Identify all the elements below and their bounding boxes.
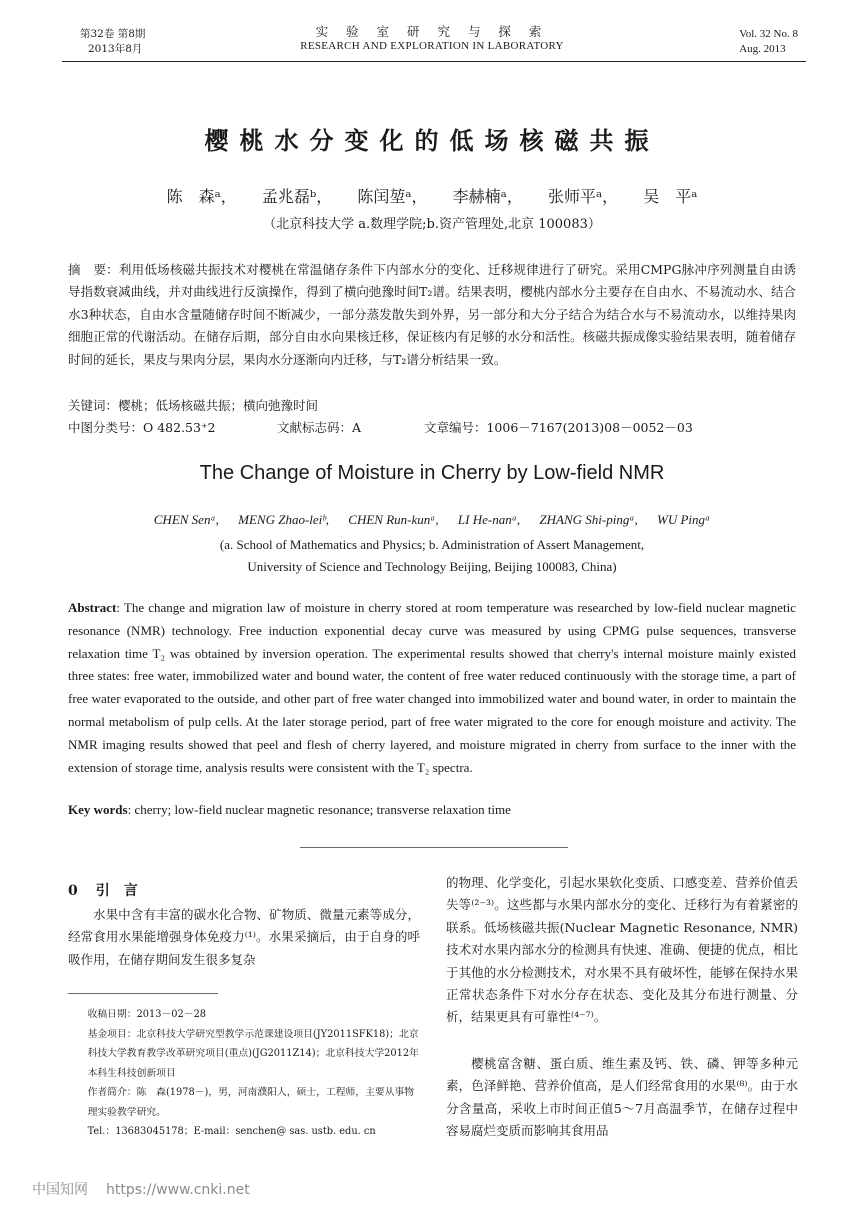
abstract-label: Abstract [68,600,117,615]
clc-number: 中图分类号：O 482.53⁺2 [68,420,216,435]
author-cn: 李赫楠ᵃ， [452,187,523,206]
author-list-en [0,512,864,528]
affiliation-en [0,534,864,578]
abstract-en [68,597,796,779]
author-en: CHEN Run-kunᵃ, [348,512,439,527]
author-en: CHEN Senᵃ, [153,512,219,527]
cnki-watermark [32,1179,268,1199]
affiliation-cn: （北京科技大学 a.数理学院;b.资产管理处,北京 100083） [263,217,601,232]
section-number: 0 [68,883,78,899]
abstract-text: : The change and migration law of moisture in cherry stored at room temperature was researched by low-field nuclear magnetic resonance (NMR) technology. Free induction exponential decay curve was measured by using CPMG pulse sequences, transverse relaxation time T₂ was obtained by inversion operation. The experimental results showed that cherry's internal moisture mainly existed three states: free water, immobilized water and bound water, the content of free water reduced continuously with the storage time, a part of free water evaporated to the outside, and other part of free water changed into immobilized water and bound water, in order to maintain the normal metabolism of pulp cells. At the later storage period, part of free water migrated to the core for enough moisture and activity. The NMR imaging results showed that peel and flesh of cherry layered, and moisture migrated in cherry from surface to the inner with the extension of storage time, analysis results were consistent with the T₂ spectra. [68,600,796,775]
paper-title-en: The Change of Moisture in Cherry by Low-field NMR [199,462,665,484]
footnotes [68,1005,420,1142]
keywords-en [68,802,796,818]
header-right [739,27,798,57]
author-cn: 吴 平ᵃ [643,187,698,206]
body-paragraph: 的物理、化学变化，引起水果软化变质、口感变差、营养价值丢失等⁽²⁻³⁾。这些都与水果内部水分的变化、迁移行为有着紧密的联系。低场核磁共振(Nuclear Magnetic Resonance, NMR)技术对水果内部水分的检测具有快速、准确、便捷的优点，相比于其他的水分检测技术，对水果不具有破坏性，能够在保持水果正常状态条件下对水分存在状态、变化及其分布进行测量、分析，结果更具有可靠性⁽⁴⁻⁷⁾。 [446,875,798,1025]
paper-title-cn: 樱桃水分变化的低场核磁共振 [204,126,660,155]
header-center [0,24,864,54]
section-divider [300,847,568,848]
journal-name-cn: 实 验 室 研 究 与 探 索 [315,24,549,39]
footnote-rule [68,993,218,994]
author-en: ZHANG Shi-pingᵃ, [539,512,638,527]
date-cn: 2013年8月 [88,43,143,55]
journal-name-en: RESEARCH AND EXPLORATION IN LABORATORY [300,40,564,52]
footnote-received: 收稿日期：2013－02－28 [87,1009,207,1020]
author-list-cn [0,184,864,207]
body-paragraph: 水果中含有丰富的碳水化合物、矿物质、微量元素等成分，经常食用水果能增强身体免疫力⁽¹⁾。水果采摘后，由于自身的呼吸作用，在储存期间发生很多复杂 [68,907,420,967]
keywords-text: : cherry; low-field nuclear magnetic resonance; transverse relaxation time [127,802,511,817]
date-en: Aug. 2013 [739,43,786,55]
affiliation-en-line: (a. School of Mathematics and Physics; b. Administration of Assert Management, [219,537,645,552]
affiliation-en-line: University of Science and Technology Beijing, Beijing 100083, China) [247,559,617,574]
classification-line [68,418,796,436]
section-heading [68,880,420,900]
footnote-funding: 基金项目：北京科技大学研究型教学示范课建设项目(JY2011SFK18)；北京科技大学教育教学改革研究项目(重点)(JG2011Z14)；北京科技大学2012年本科生科技创新项目 [87,1028,419,1079]
site-url: https://www.cnki.net [106,1182,250,1198]
header-rule [62,61,806,62]
volume-issue-en: Vol. 32 No. 8 [739,28,798,40]
document-code: 文献标志码：A [276,420,362,435]
keywords-label: Key words [68,802,128,817]
article-number: 文章编号：1006－7167(2013)08－0052－03 [423,420,693,435]
footnote-author-bio: 作者简介：陈 森(1978－)，男，河南濮阳人，硕士，工程师，主要从事物理实验教学研究。 [87,1087,415,1118]
section-title: 引 言 [95,883,138,899]
author-cn: 陈闰堃ᵃ， [357,187,428,206]
author-en: WU Pingᵃ [657,512,711,527]
author-en: LI He-nanᵃ, [457,512,521,527]
body-paragraph: 樱桃富含糖、蛋白质、维生素及钙、铁、磷、钾等多种元素，色泽鲜艳、营养价值高，是人们经常食用的水果⁽⁸⁾。由于水分含量高，采收上市时间正值5～7月高温季节，在储存过程中容易腐烂变质而影响其食用品 [446,1056,798,1139]
author-cn: 张师平ᵃ， [547,187,619,206]
abstract-cn: 摘 要：利用低场核磁共振技术对樱桃在常温储存条件下内部水分的变化、迁移规律进行了研究。采用CMPG脉冲序列测量自由诱导指数衰减曲线，并对曲线进行反演操作，得到了横向弛豫时间T₂谱。结果表明，樱桃内部水分主要存在自由水、不易流动水、结合水3种状态，自由水含量随储存时间不断减少，一部分蒸发散失到外界，另一部分和大分子结合为结合水与不易流动水，以维持果肉细胞正常的代谢活动。在储存后期，部分自由水向果核迁移，保证核内有足够的水分和活性。核磁共振成像实验结果表明，随着储存时间的延长，果皮与果肉分层，果肉水分逐渐向内迁移，与T₂谱分析结果一致。 [68,262,796,367]
site-name: 中国知网 [32,1182,88,1198]
footnote-contact: Tel.：13683045178；E-mail：senchen@ sas. ustb. edu. cn [87,1126,376,1137]
author-en: MENG Zhao-leiᵇ, [238,512,330,527]
keywords-cn: 关键词：樱桃；低场核磁共振；横向弛豫时间 [68,398,319,413]
author-cn: 孟兆磊ᵇ， [261,187,333,206]
volume-issue-cn: 第32卷 第8期 [80,28,146,40]
author-cn: 陈 森ᵃ， [166,187,237,206]
